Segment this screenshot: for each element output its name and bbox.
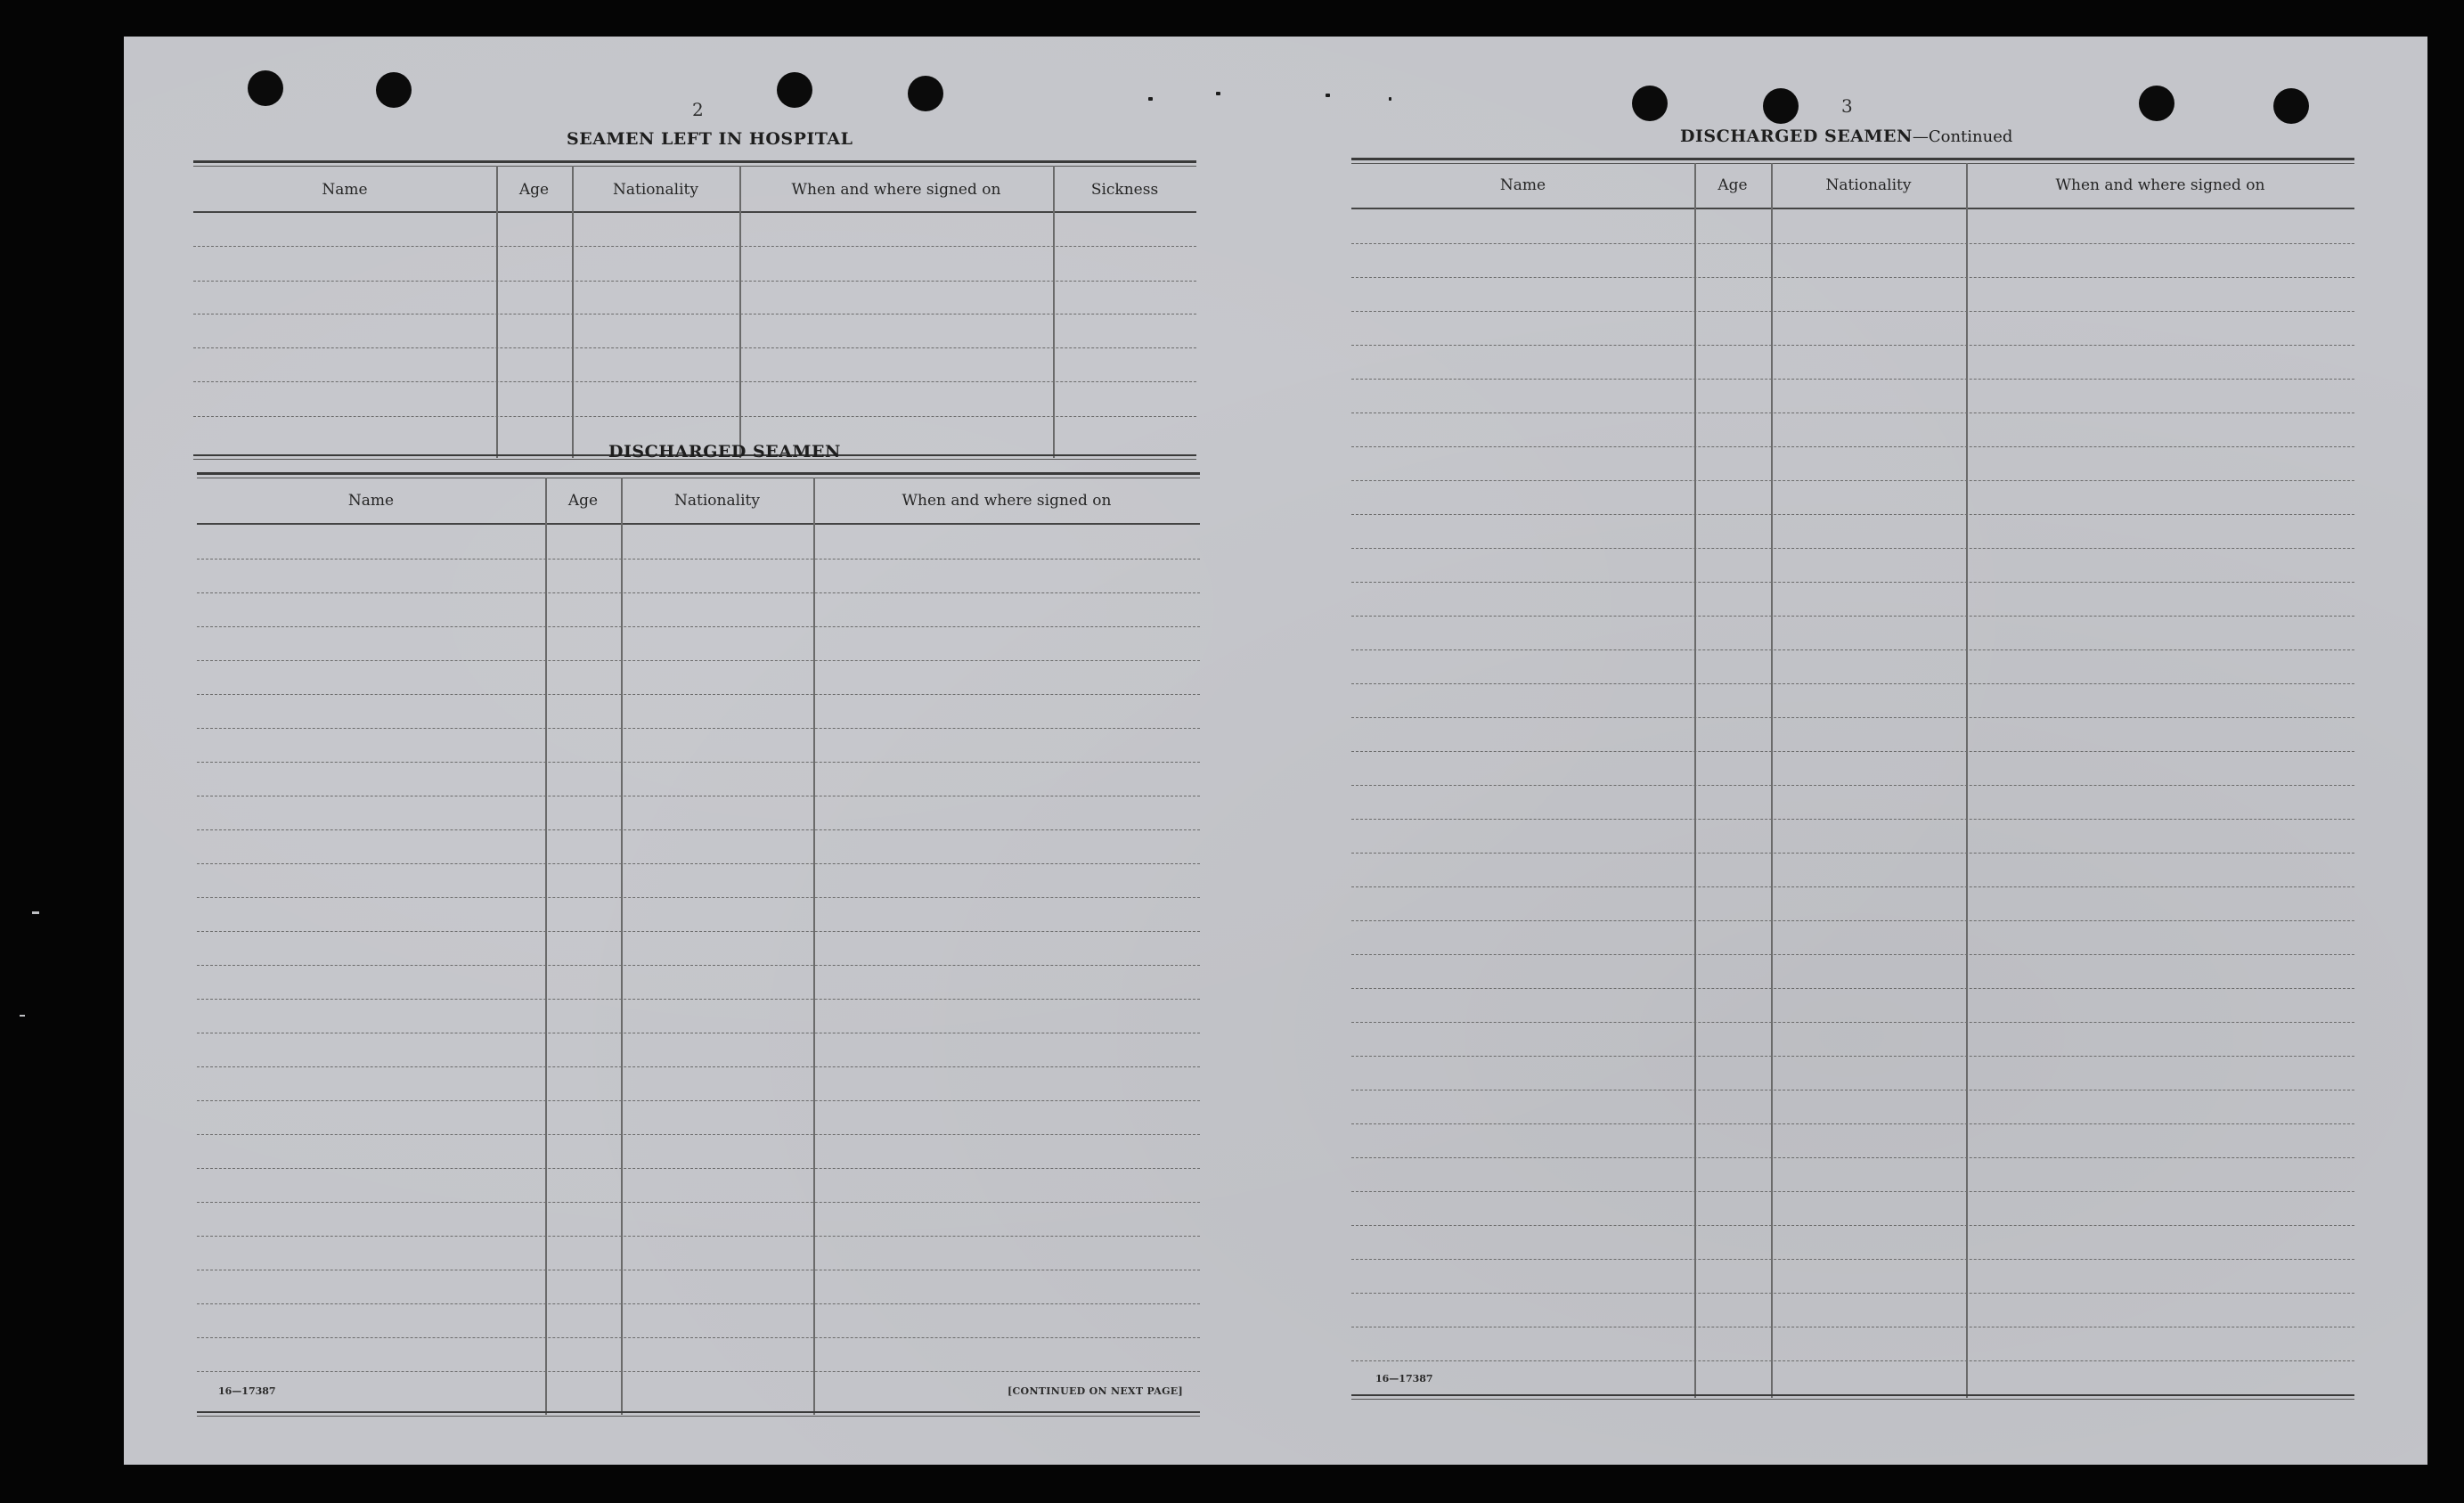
entry-line (1351, 311, 2354, 312)
punch-hole (1632, 86, 1668, 121)
form-code-right: 16—17387 (1375, 1373, 1433, 1385)
document-sheet (124, 37, 2427, 1465)
column-header-age: Age (567, 492, 599, 510)
header-rule (193, 211, 1196, 213)
entry-line (1351, 243, 2354, 244)
entry-line (1351, 345, 2354, 346)
entry-line (1351, 988, 2354, 989)
entry-line (1351, 514, 2354, 515)
entry-line (197, 999, 1200, 1000)
entry-line (1351, 920, 2354, 921)
entry-line (197, 728, 1200, 729)
punch-hole (908, 76, 943, 111)
entry-line (197, 1202, 1200, 1203)
entry-line (1351, 1022, 2354, 1023)
entry-line (1351, 819, 2354, 820)
entry-line (1351, 379, 2354, 380)
column-divider (1771, 163, 1773, 1398)
entry-line (197, 863, 1200, 864)
entry-line (193, 416, 1196, 417)
continued-on-next-page-note: [CONTINUED ON NEXT PAGE] (1008, 1385, 1183, 1397)
entry-line (197, 1134, 1200, 1135)
column-header-name: Name (1499, 176, 1546, 194)
table-bottom-rule (1351, 1394, 2354, 1400)
entry-line (193, 281, 1196, 282)
header-rule (1351, 208, 2354, 209)
column-header-age: Age (1717, 176, 1748, 194)
entry-line (197, 626, 1200, 627)
column-divider (739, 166, 741, 458)
entry-line (1351, 1191, 2354, 1192)
column-divider (572, 166, 574, 458)
punch-hole (777, 72, 812, 108)
entry-line (1351, 277, 2354, 278)
entry-line (197, 931, 1200, 932)
punch-hole (2139, 86, 2174, 121)
entry-line (1351, 1157, 2354, 1158)
entry-line (1351, 582, 2354, 583)
entry-line (197, 559, 1200, 560)
scan-speck (1389, 97, 1391, 101)
entry-line (1351, 954, 2354, 955)
scan-speck (1148, 97, 1153, 101)
table-top-rule (193, 160, 1196, 167)
entry-line (197, 592, 1200, 593)
entry-line (197, 829, 1200, 830)
form-code-left: 16—17387 (218, 1385, 276, 1397)
discharged-table-right (1351, 158, 2354, 1401)
page-number-left: 2 (692, 99, 704, 120)
entry-line (1351, 1293, 2354, 1294)
column-divider (813, 478, 815, 1415)
column-header-nationality: Nationality (613, 181, 698, 199)
entry-line (197, 897, 1200, 898)
column-divider (545, 478, 547, 1415)
entry-line (1351, 1360, 2354, 1361)
punch-hole (2273, 88, 2309, 124)
discharged-table-left (197, 472, 1200, 1417)
entry-line (193, 246, 1196, 247)
entry-line (197, 694, 1200, 695)
entry-line (1351, 853, 2354, 854)
entry-line (193, 347, 1196, 348)
entry-line (1351, 480, 2354, 481)
entry-line (197, 660, 1200, 661)
punch-hole (1763, 88, 1799, 124)
column-divider (496, 166, 498, 458)
entry-line (1351, 1123, 2354, 1124)
entry-line (1351, 616, 2354, 617)
entry-line (197, 1168, 1200, 1169)
entry-line (197, 1236, 1200, 1237)
column-header-name: Name (347, 492, 395, 510)
discharged-continued-title (1680, 127, 2012, 146)
entry-line (197, 1337, 1200, 1338)
column-divider (1966, 163, 1968, 1398)
entry-line (1351, 785, 2354, 786)
column-divider (1694, 163, 1696, 1398)
entry-line (1351, 1259, 2354, 1260)
border-mark (32, 911, 39, 914)
entry-line (1351, 751, 2354, 752)
discharged-section-title: DISCHARGED SEAMEN (608, 442, 841, 462)
entry-line (1351, 886, 2354, 887)
column-header-when-where: When and where signed on (2055, 176, 2265, 194)
entry-line (197, 762, 1200, 763)
scan-speck (1216, 92, 1220, 95)
column-header-age: Age (518, 181, 550, 199)
discharged-continued-title-main: DISCHARGED SEAMEN (1680, 127, 1913, 146)
page-number-right: 3 (1841, 95, 1853, 117)
column-header-when-where: When and where signed on (902, 492, 1112, 510)
column-header-nationality: Nationality (674, 492, 760, 510)
entry-line (1351, 446, 2354, 447)
entry-line (1351, 1056, 2354, 1057)
hospital-section-title: SEAMEN LEFT IN HOSPITAL (567, 129, 853, 149)
punch-hole (248, 70, 283, 106)
entry-line (1351, 649, 2354, 650)
entry-line (1351, 1225, 2354, 1226)
entry-line (197, 965, 1200, 966)
header-rule (197, 523, 1200, 525)
column-header-nationality: Nationality (1825, 176, 1912, 194)
scan-speck (1326, 94, 1330, 97)
entry-line (197, 1371, 1200, 1372)
table-top-rule (197, 472, 1200, 478)
column-divider (1053, 166, 1055, 458)
entry-line (197, 1100, 1200, 1101)
discharged-continued-title-suffix: —Continued (1912, 127, 2013, 146)
border-mark (20, 1015, 25, 1017)
entry-line (193, 381, 1196, 382)
entry-line (1351, 683, 2354, 684)
table-top-rule (1351, 158, 2354, 164)
column-divider (621, 478, 623, 1415)
entry-line (1351, 548, 2354, 549)
hospital-table (193, 160, 1196, 461)
entry-line (197, 1066, 1200, 1067)
column-header-sickness: Sickness (1090, 181, 1159, 199)
column-header-name: Name (322, 181, 368, 199)
column-header-when-where: When and where signed on (791, 181, 1001, 199)
entry-line (197, 1303, 1200, 1304)
entry-line (1351, 717, 2354, 718)
punch-hole (376, 72, 412, 108)
table-bottom-rule (197, 1411, 1200, 1417)
